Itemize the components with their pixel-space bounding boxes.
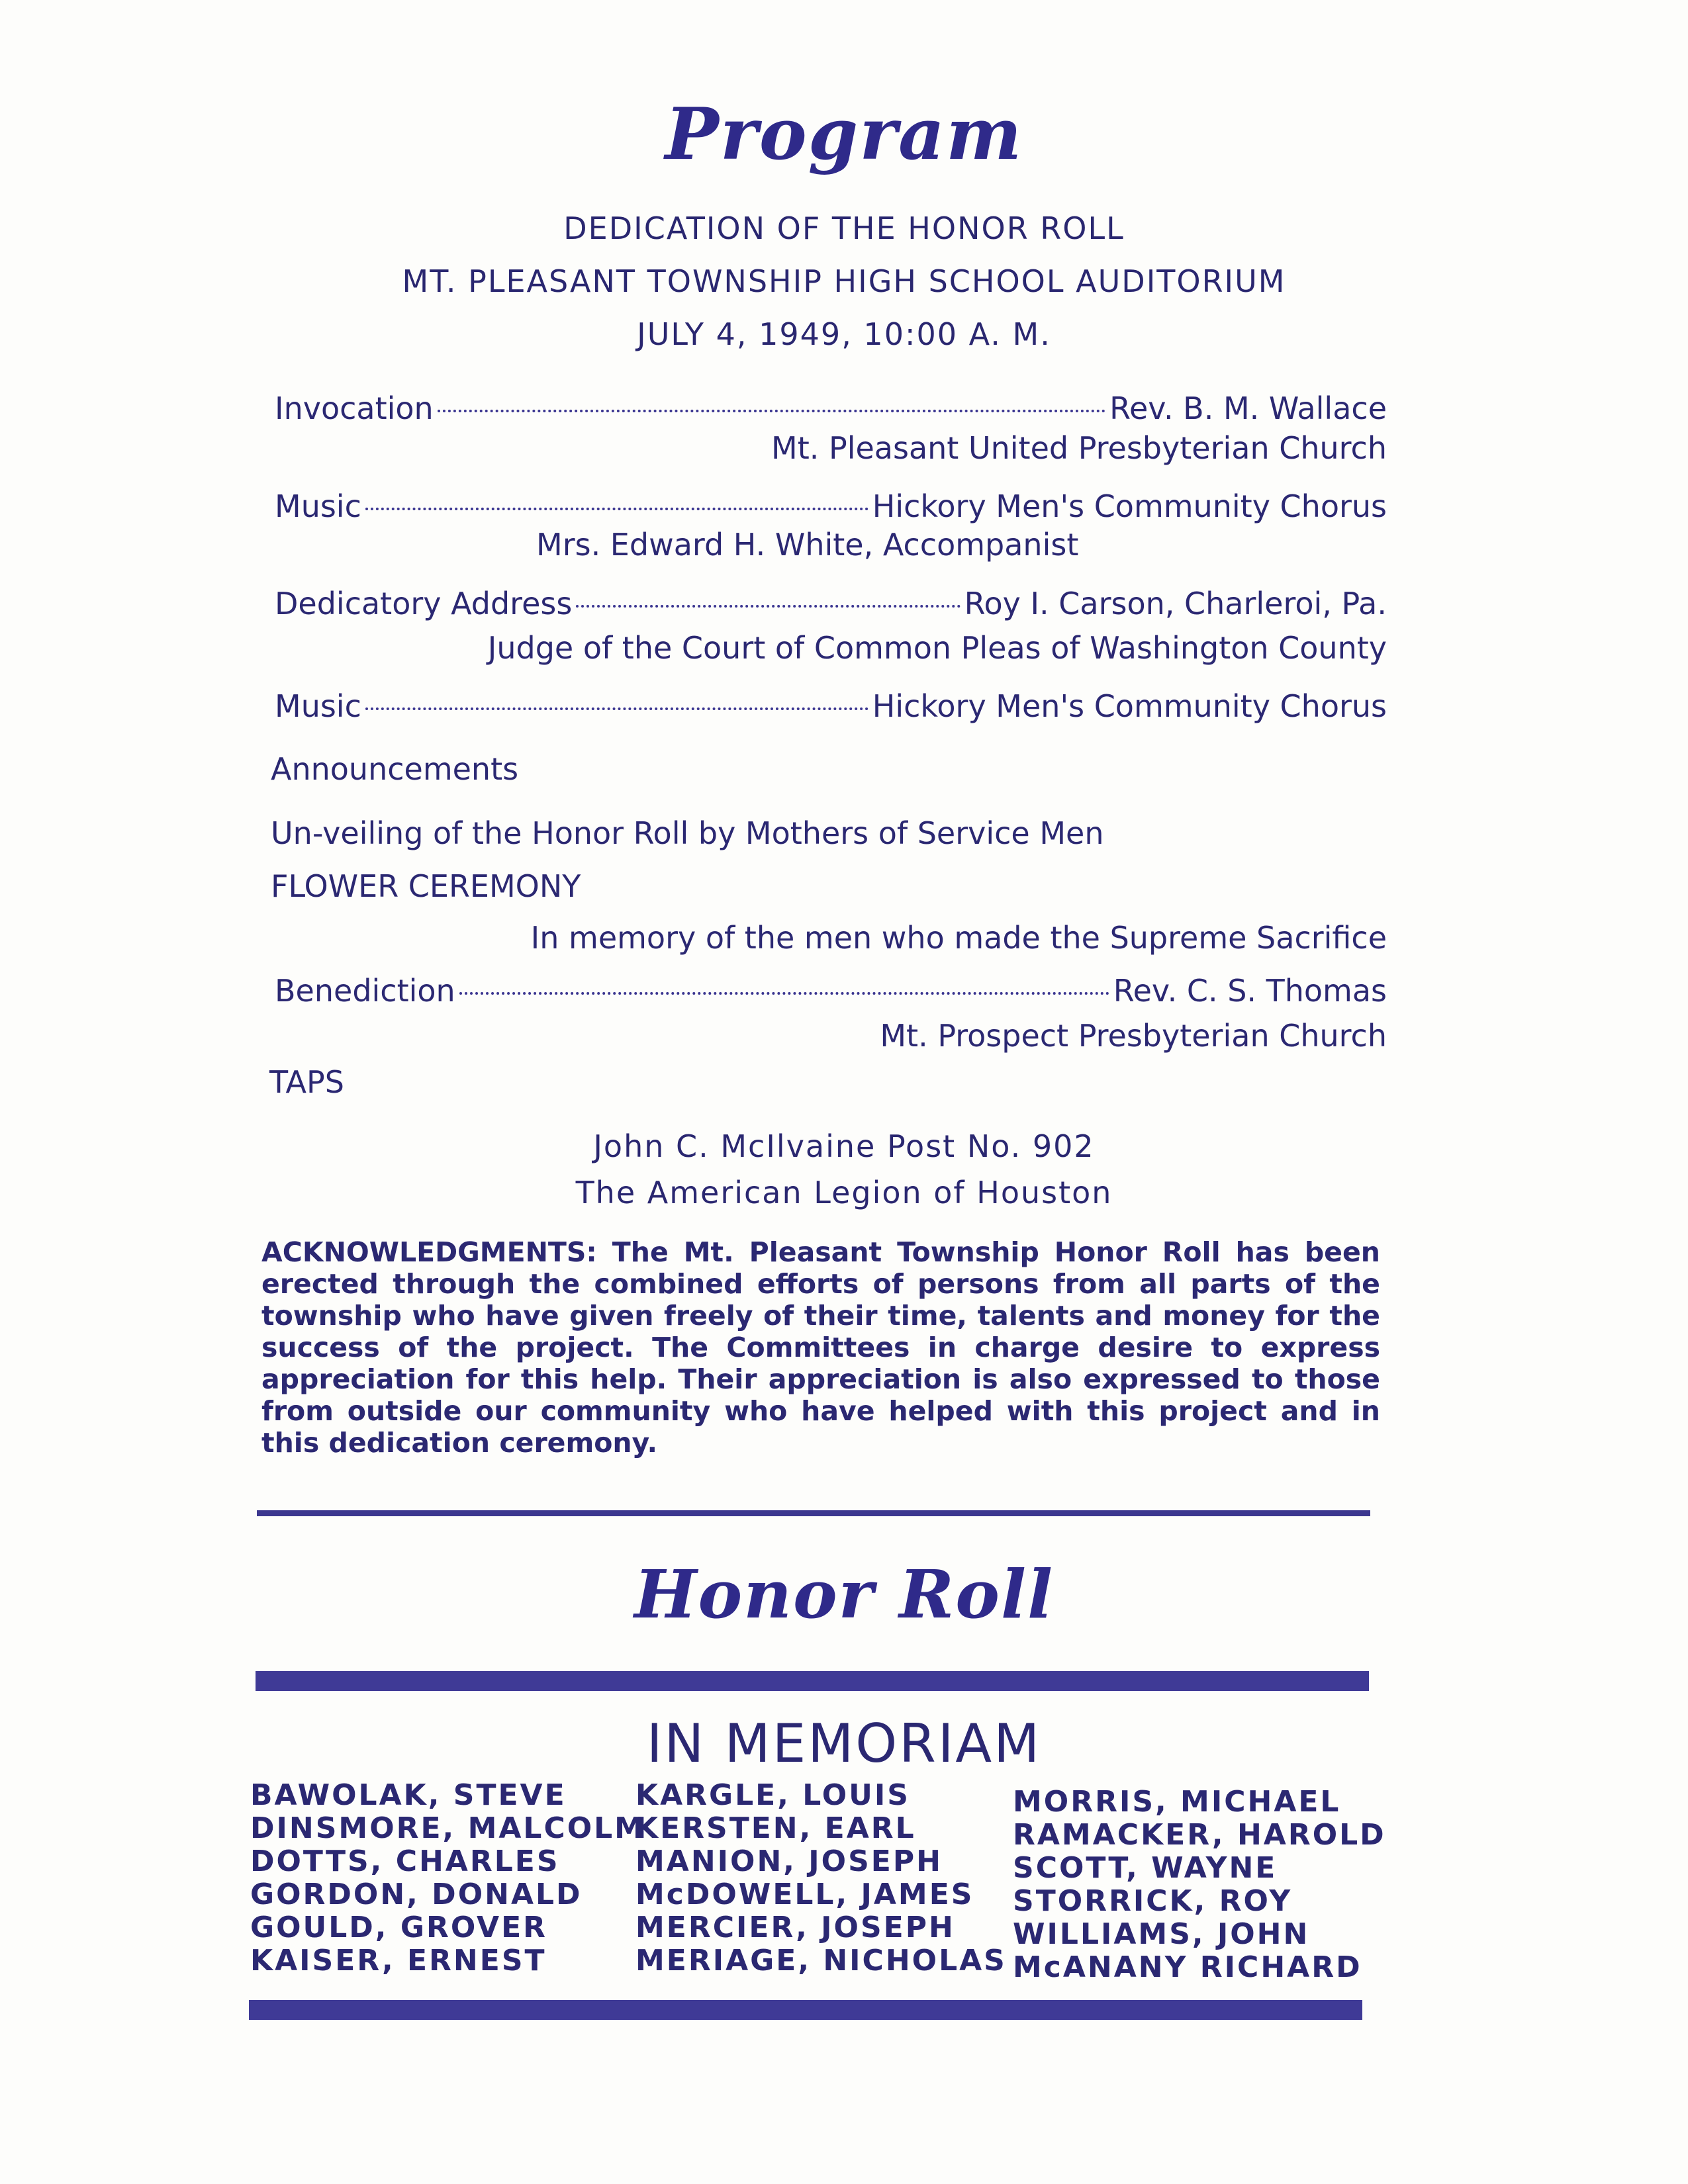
program-item-benediction — [275, 973, 1387, 1009]
program-item-invocation — [275, 390, 1387, 426]
item-label: Music — [275, 488, 361, 524]
leader-dots — [576, 605, 960, 608]
leader-dots — [438, 410, 1105, 412]
item-label: Invocation — [275, 390, 434, 426]
memorial-name: McANANY RICHARD — [1013, 1950, 1362, 1984]
item-detail: Mt. Prospect Presbyterian Church — [880, 1018, 1387, 1054]
item-performer: Hickory Men's Community Chorus — [872, 488, 1387, 524]
honor-roll-title: Honor Roll — [634, 1555, 1054, 1633]
leader-dots — [459, 992, 1109, 995]
memorial-name: KERSTEN, EARL — [635, 1811, 916, 1845]
memorial-name: KAISER, ERNEST — [250, 1944, 547, 1978]
program-item-taps: TAPS — [269, 1064, 344, 1100]
memorial-name: DINSMORE, MALCOLM — [250, 1811, 645, 1845]
divider-bar-bottom — [249, 2000, 1362, 2020]
item-label: Dedicatory Address — [275, 586, 573, 621]
names-column-1 — [250, 1779, 645, 1978]
event-title: DEDICATION OF THE HONOR ROLL — [563, 210, 1125, 246]
in-memoriam-heading: IN MEMORIAM — [646, 1713, 1042, 1774]
memorial-name: DOTTS, CHARLES — [250, 1844, 560, 1878]
memorial-name: KARGLE, LOUIS — [635, 1778, 910, 1812]
program-title: Program — [665, 93, 1023, 176]
program-item-flower-ceremony: FLOWER CEREMONY — [271, 868, 581, 904]
item-detail: Mt. Pleasant United Presbyterian Church — [771, 430, 1387, 466]
program-item-dedicatory-address — [275, 586, 1387, 621]
memorial-name: MERCIER, JOSEPH — [635, 1911, 955, 1944]
memorial-name: GOULD, GROVER — [250, 1911, 548, 1944]
item-performer: Rev. B. M. Wallace — [1109, 390, 1387, 426]
acknowledgments — [261, 1236, 1380, 1459]
memorial-name: McDOWELL, JAMES — [635, 1878, 974, 1911]
memorial-name: GORDON, DONALD — [250, 1878, 583, 1911]
acknowledgments-heading: ACKNOWLEDGMENTS: — [261, 1236, 597, 1268]
program-item-music-1 — [275, 488, 1387, 524]
memorial-name: MORRIS, MICHAEL — [1013, 1785, 1341, 1819]
item-label: Benediction — [275, 973, 455, 1009]
memorial-name: BAWOLAK, STEVE — [250, 1778, 567, 1812]
memorial-name: MERIAGE, NICHOLAS — [635, 1944, 1007, 1978]
event-date: JULY 4, 1949, 10:00 A. M. — [637, 316, 1051, 352]
divider-bar-top — [256, 1671, 1369, 1691]
memorial-name: WILLIAMS, JOHN — [1013, 1917, 1310, 1951]
post-legion: The American Legion of Houston — [575, 1175, 1113, 1210]
memorial-name: SCOTT, WAYNE — [1013, 1851, 1278, 1885]
item-performer: Rev. C. S. Thomas — [1113, 973, 1387, 1009]
memorial-name: STORRICK, ROY — [1013, 1884, 1293, 1918]
names-column-3 — [1013, 1786, 1386, 1984]
program-item-announcements: Announcements — [271, 751, 519, 787]
divider-rule — [257, 1510, 1370, 1516]
item-performer: Hickory Men's Community Chorus — [872, 688, 1387, 724]
item-detail: Mrs. Edward H. White, Accompanist — [536, 527, 1079, 563]
leader-dots — [365, 508, 868, 510]
names-column-2 — [635, 1779, 1007, 1978]
leader-dots — [365, 707, 868, 710]
item-detail: In memory of the men who made the Supreme Sacrifice — [530, 920, 1387, 956]
program-item-unveiling: Un-veiling of the Honor Roll by Mothers of Service Men — [271, 815, 1104, 851]
memorial-name: MANION, JOSEPH — [635, 1844, 943, 1878]
program-item-music-2 — [275, 688, 1387, 724]
post-name: John C. McIlvaine Post No. 902 — [593, 1128, 1095, 1164]
item-detail: Judge of the Court of Common Pleas of Washington County — [487, 630, 1387, 666]
item-label: Music — [275, 688, 361, 724]
item-performer: Roy I. Carson, Charleroi, Pa. — [964, 586, 1387, 621]
acknowledgments-text: The Mt. Pleasant Township Honor Roll has been erected through the combined efforts of persons from all parts of the township who have given freely of their time, talents and money for the success of the project. The Committees in charge desire to express appreciation for this help. Their appreciation is also expressed to those from outside our community who have helped with this project and in this dedication ceremony. — [261, 1236, 1380, 1459]
memorial-name: RAMACKER, HAROLD — [1013, 1818, 1386, 1852]
event-venue: MT. PLEASANT TOWNSHIP HIGH SCHOOL AUDITORIUM — [402, 263, 1286, 299]
